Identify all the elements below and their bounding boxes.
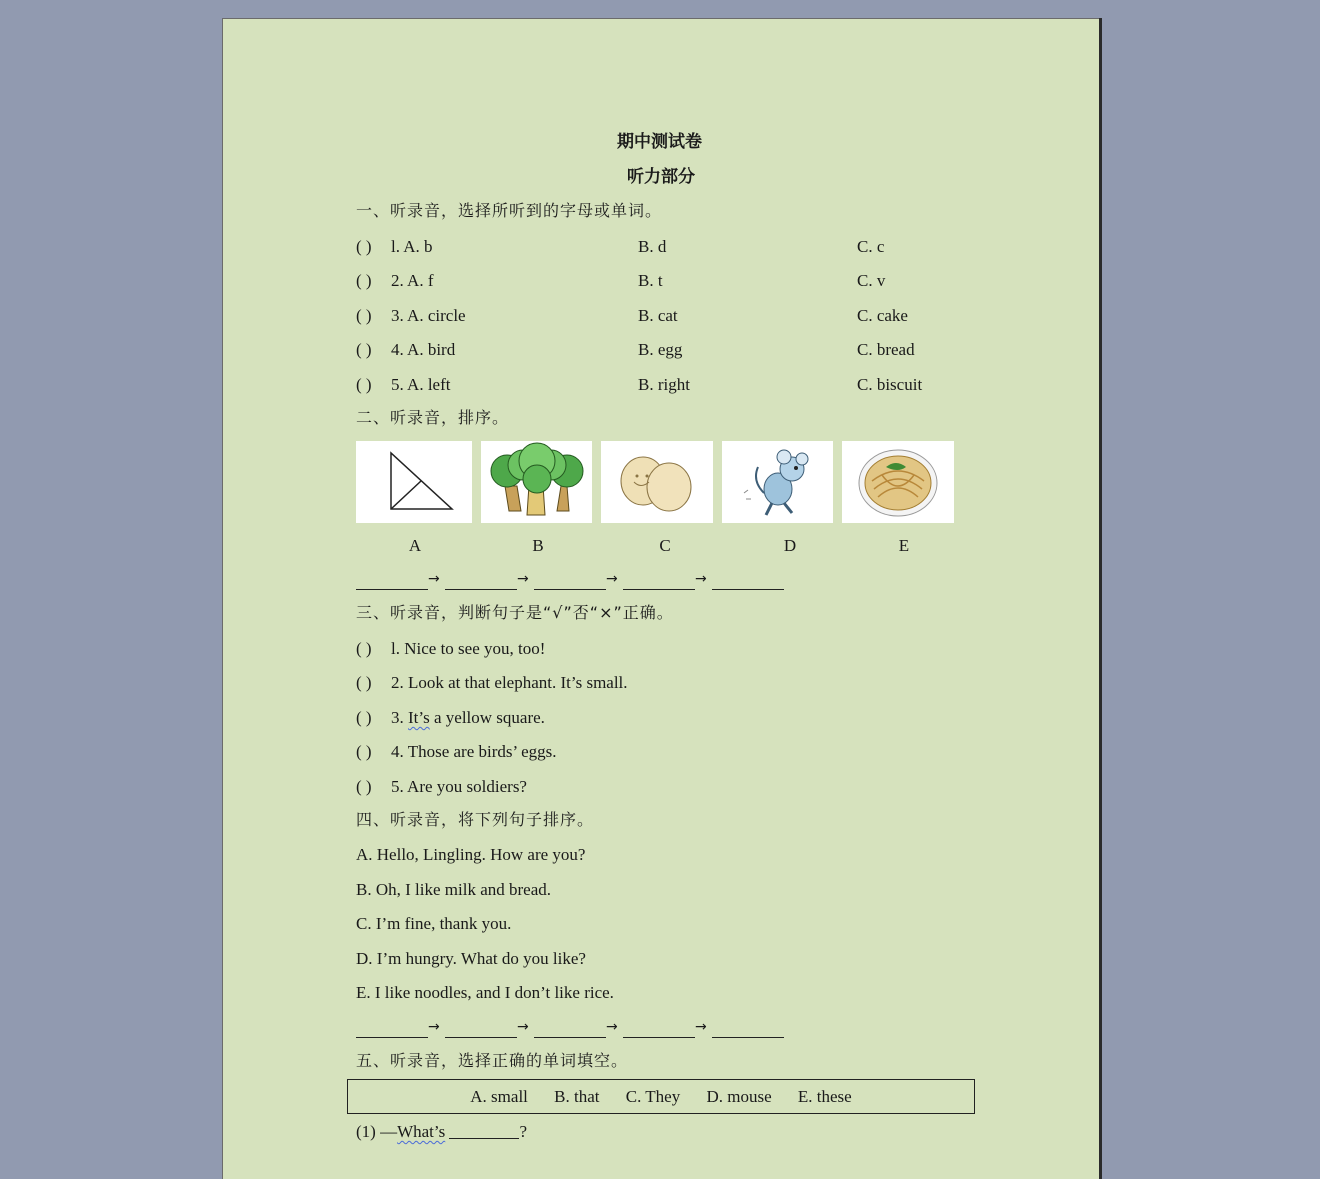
picture-label: B <box>532 536 544 555</box>
dialogue-line: C. I’m fine, thank you. <box>356 914 512 933</box>
option-a: 3. A. circle <box>391 306 466 325</box>
option-b: B. t <box>638 271 663 290</box>
dialogue-line: A. Hello, Lingling. How are you? <box>356 845 586 864</box>
trees-icon <box>481 441 592 523</box>
sentence <box>391 708 545 728</box>
answer-blank <box>445 1019 517 1038</box>
answer-paren: ( ) <box>356 306 372 325</box>
answer-paren: ( ) <box>356 639 372 658</box>
sentence: 5. Are you soldiers? <box>391 777 527 796</box>
section5-heading: 五、听录音，选择正确的单词填空。 <box>356 1051 629 1070</box>
dialogue-line: E. I like noodles, and I don’t like rice. <box>356 983 614 1002</box>
section1-heading: 一、听录音，选择所听到的字母或单词。 <box>356 201 663 220</box>
word-option: D. mouse <box>706 1087 772 1106</box>
page-title: 期中测试卷 <box>617 132 702 151</box>
picture-label: E <box>898 536 910 555</box>
option-c: C. cake <box>857 306 908 325</box>
answer-paren: ( ) <box>356 340 372 359</box>
sentence: 2. Look at that elephant. It’s small. <box>391 673 628 692</box>
option-c: C. c <box>857 237 885 256</box>
arrow-icon: → <box>606 571 618 587</box>
answer-paren: ( ) <box>356 237 372 256</box>
picture-label: D <box>783 536 797 555</box>
sentence-rest: a yellow square. <box>429 708 545 727</box>
option-a: l. A. b <box>391 237 433 256</box>
page-subtitle: 听力部分 <box>627 167 695 186</box>
fill-question <box>356 1122 527 1142</box>
question-mark: ? <box>519 1122 528 1141</box>
section2-heading: 二、听录音，排序。 <box>356 408 510 427</box>
answer-blank <box>534 1019 606 1038</box>
answer-blank <box>712 1019 784 1038</box>
arrow-icon: → <box>517 571 529 587</box>
answer-blank <box>449 1122 519 1139</box>
spellcheck-word: What’s <box>397 1122 446 1141</box>
answer-blank <box>712 571 784 590</box>
question-number: (1) — <box>356 1122 398 1141</box>
answer-blank <box>356 1019 428 1038</box>
arrow-icon: → <box>606 1019 618 1035</box>
option-c: C. biscuit <box>857 375 923 394</box>
option-a: 4. A. bird <box>391 340 456 359</box>
option-c: C. v <box>857 271 886 290</box>
option-a: 5. A. left <box>391 375 451 394</box>
option-c: C. bread <box>857 340 915 359</box>
option-b: B. right <box>638 375 690 394</box>
picture-label: C <box>659 536 671 555</box>
dialogue-line: B. Oh, I like milk and bread. <box>356 880 551 899</box>
answer-blank <box>623 1019 695 1038</box>
answer-paren: ( ) <box>356 777 372 796</box>
answer-blank <box>445 571 517 590</box>
word-option: A. small <box>470 1087 528 1106</box>
option-b: B. d <box>638 237 667 256</box>
answer-paren: ( ) <box>356 271 372 290</box>
word-bank <box>347 1079 975 1114</box>
picture-label: A <box>408 536 422 555</box>
arrow-icon: → <box>517 1019 529 1035</box>
noodles-icon <box>842 441 954 523</box>
sentence-number: 3. <box>391 708 408 727</box>
option-b: B. cat <box>638 306 678 325</box>
answer-paren: ( ) <box>356 375 372 394</box>
sentence: l. Nice to see you, too! <box>391 639 546 658</box>
answer-blank <box>356 571 428 590</box>
word-option: B. that <box>554 1087 600 1106</box>
arrow-icon: → <box>428 571 440 587</box>
spellcheck-word: It’s <box>408 708 430 727</box>
arrow-icon: → <box>695 571 707 587</box>
answer-paren: ( ) <box>356 673 372 692</box>
arrow-icon: → <box>428 1019 440 1035</box>
option-a: 2. A. f <box>391 271 434 290</box>
word-option: C. They <box>625 1087 681 1106</box>
eggs-icon <box>601 441 713 523</box>
answer-blank <box>623 571 695 590</box>
section4-heading: 四、听录音，将下列句子排序。 <box>356 810 595 829</box>
option-b: B. egg <box>638 340 683 359</box>
mouse-icon <box>722 441 833 523</box>
dialogue-line: D. I’m hungry. What do you like? <box>356 949 586 968</box>
arrow-icon: → <box>695 1019 707 1035</box>
answer-paren: ( ) <box>356 742 372 761</box>
word-option: E. these <box>797 1087 852 1106</box>
document-page <box>222 18 1099 1179</box>
answer-paren: ( ) <box>356 708 372 727</box>
sentence: 4. Those are birds’ eggs. <box>391 742 557 761</box>
triangle-icon <box>356 441 472 523</box>
section3-heading: 三、听录音，判断句子是“√”否“×”正确。 <box>356 603 674 622</box>
answer-blank <box>534 571 606 590</box>
